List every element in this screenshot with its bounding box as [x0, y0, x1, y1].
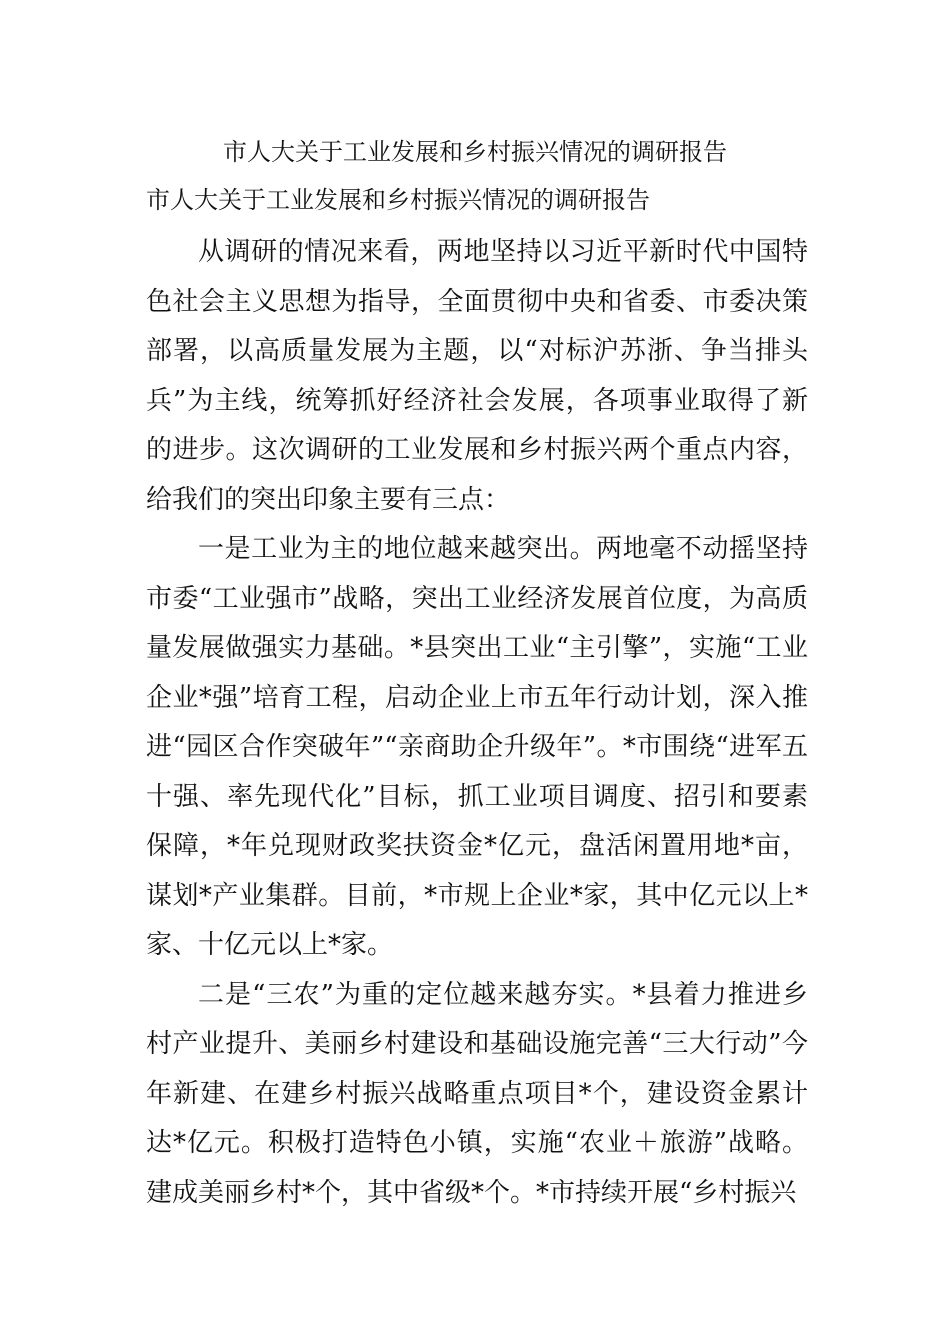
- paragraph: 一是工业为主的地位越来越突出。两地毫不动摇坚持市委“工业强市”战略，突出工业经济发展首位度，为高质量发展做强实力基础。*县突出工业“主引擎”，实施“工业企业*强”培育工程，启动企业上市五年行动计划，深入推进“园区合作突破年”“亲商助企升级年”。*市围绕“进军五十强、率先现代化”目标，抓工业项目调度、招引和要素保障，*年兑现财政奖扶资金*亿元，盘活闲置用地*亩，谋划*产业集群。目前，*市规上企业*家，其中亿元以上*家、十亿元以上*家。: [146, 534, 808, 960]
- document-title: 市人大关于工业发展和乡村振兴情况的调研报告: [223, 138, 727, 166]
- document-body: [146, 228, 808, 1218]
- paragraph: 从调研的情况来看，两地坚持以习近平新时代中国特色社会主义思想为指导，全面贯彻中央和省委、市委决策部署，以高质量发展为主题，以“对标沪苏浙、争当排头兵”为主线，统筹抓好经济社会发展，各项事业取得了新的进步。这次调研的工业发展和乡村振兴两个重点内容，给我们的突出印象主要有三点：: [146, 237, 808, 515]
- document-subtitle: 市人大关于工业发展和乡村振兴情况的调研报告: [146, 186, 650, 214]
- paragraph: 二是“三农”为重的定位越来越夯实。*县着力推进乡村产业提升、美丽乡村建设和基础设施完善“三大行动”今年新建、在建乡村振兴战略重点项目*个，建设资金累计达*亿元。积极打造特色小镇，实施“农业＋旅游”战略。建成美丽乡村*个，其中省级*个。*市持续开展“乡村振兴: [146, 979, 808, 1208]
